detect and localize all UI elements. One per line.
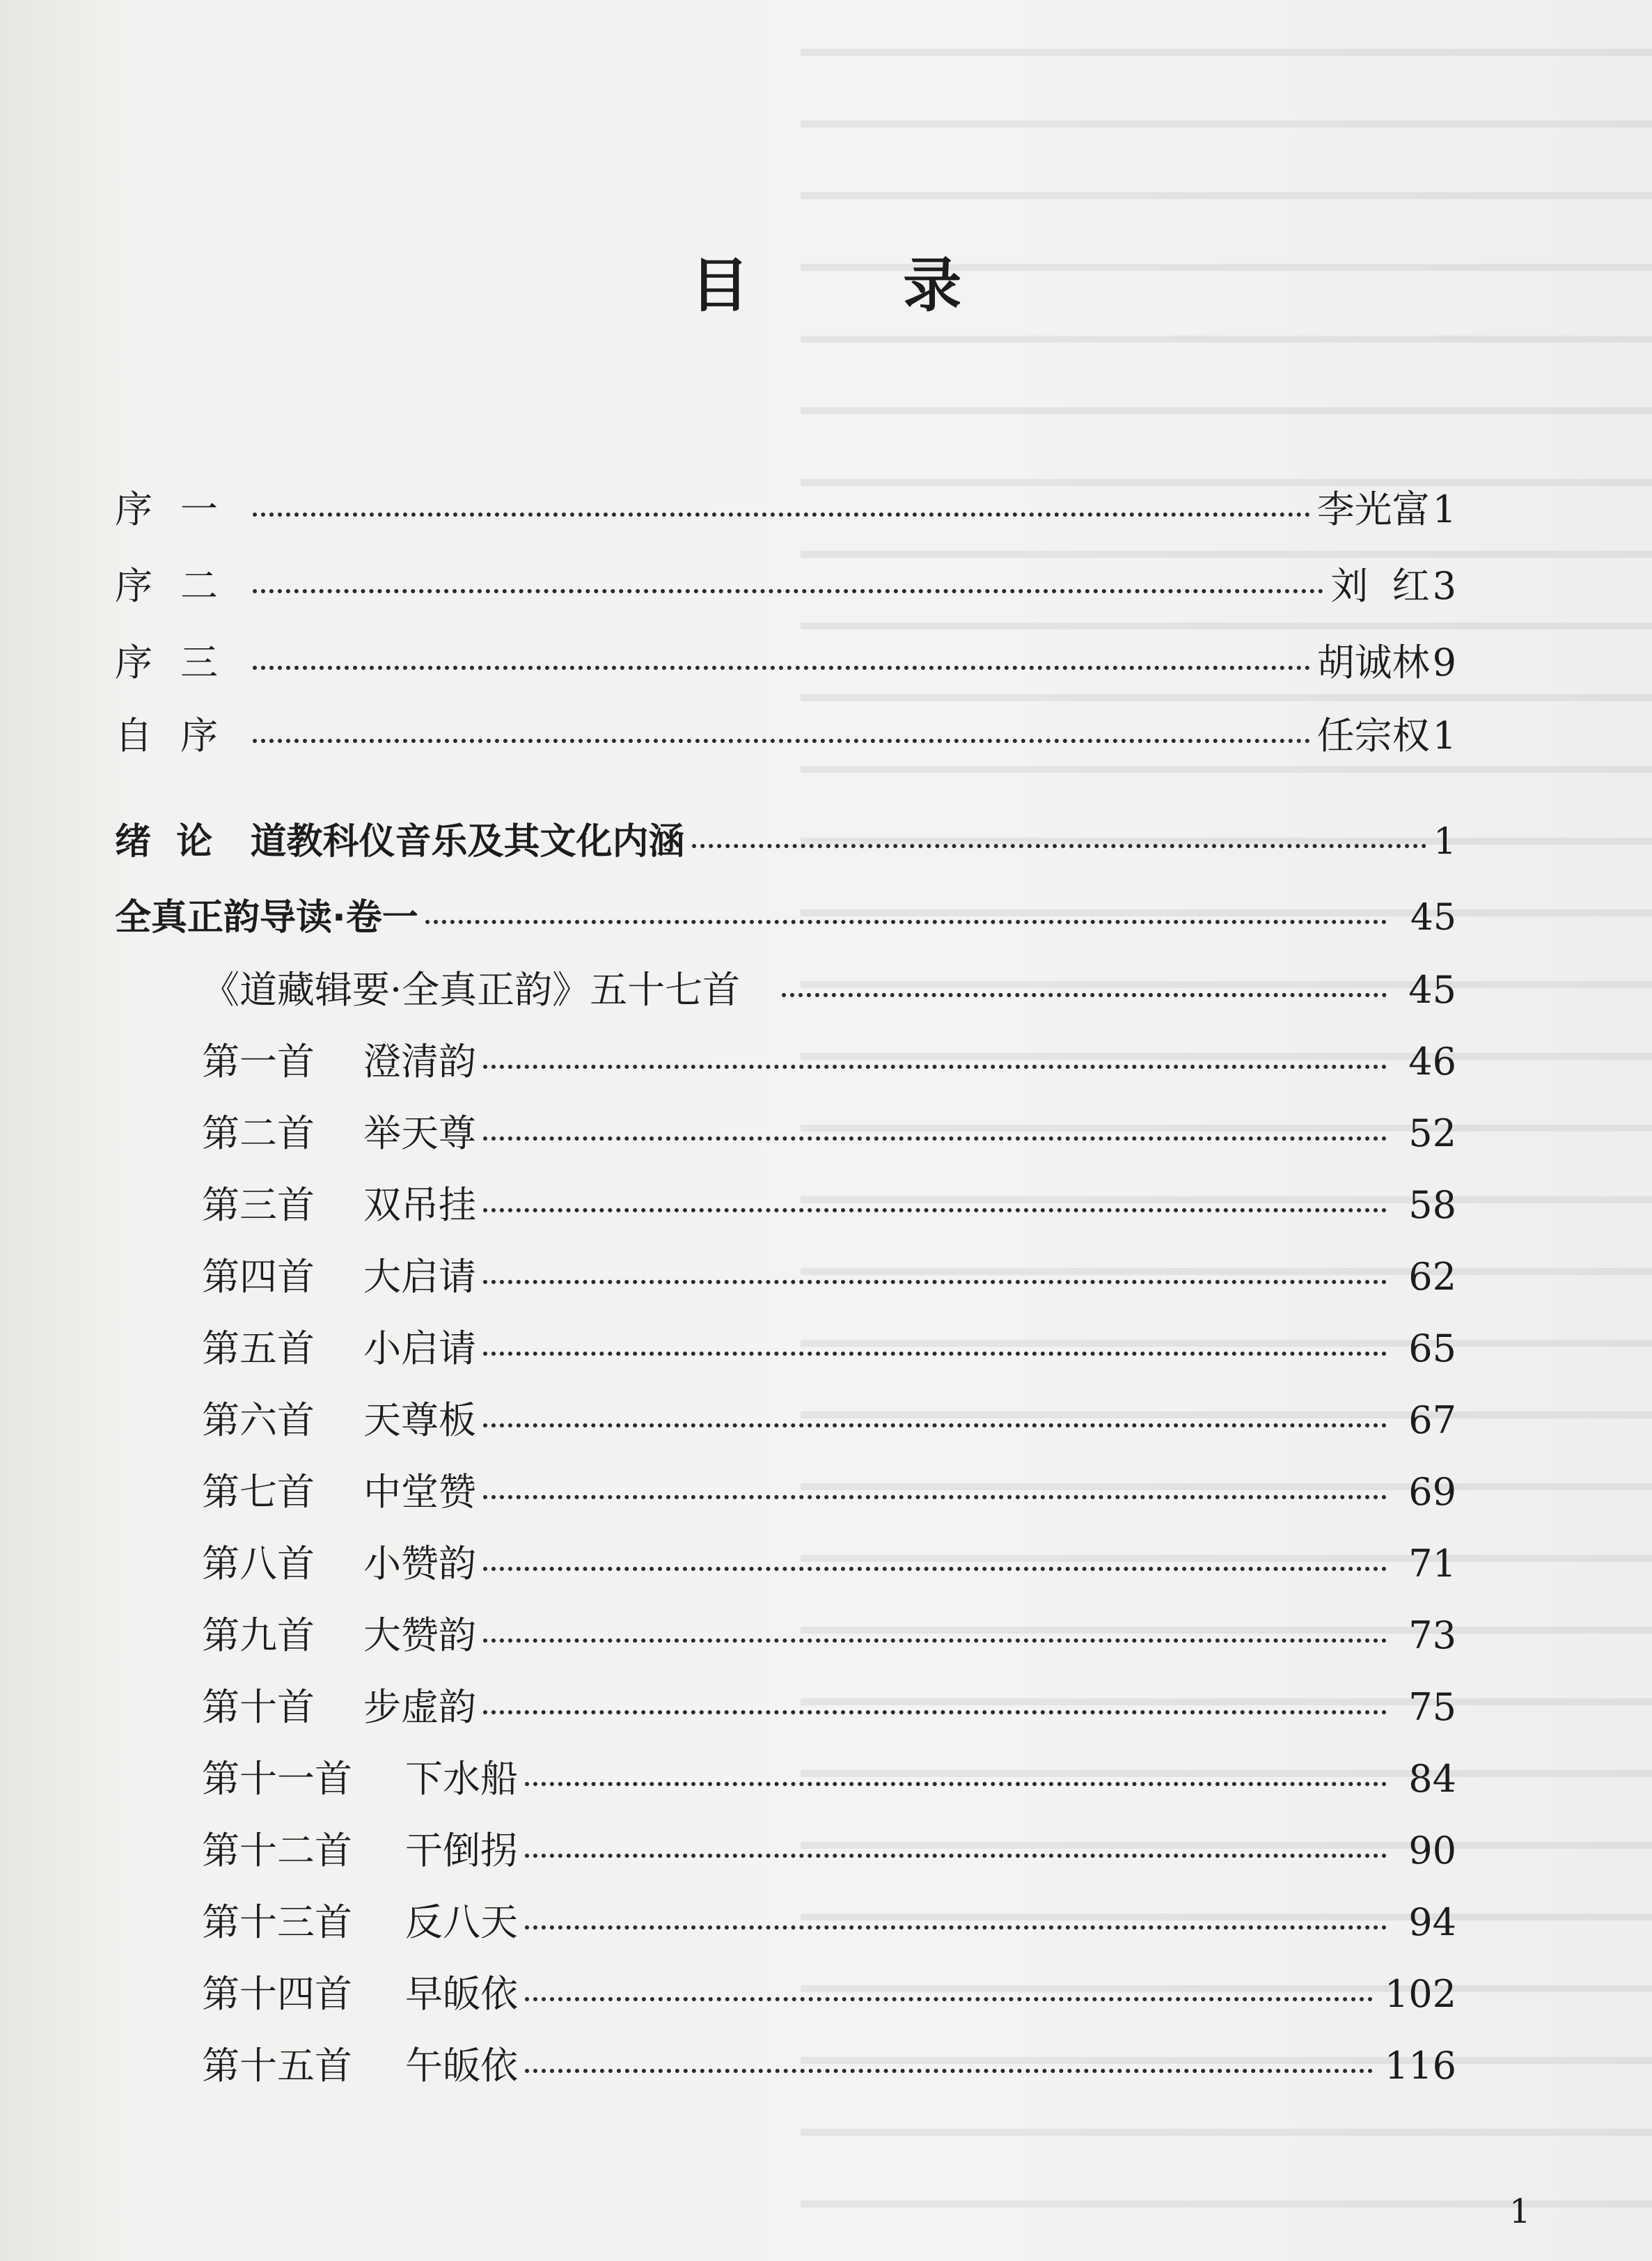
toc-row-entry[interactable]	[202, 1757, 1456, 1801]
entry-title: 举天尊	[363, 1111, 476, 1155]
page-number: 90	[1408, 1829, 1456, 1872]
page-number: 1	[1433, 821, 1456, 863]
dot-leader	[253, 589, 1323, 593]
toc-row-entry[interactable]	[202, 1613, 1456, 1657]
entry-title: 反八天	[405, 1900, 518, 1944]
page-number: 102	[1384, 1972, 1456, 2016]
page-number: 9	[1432, 641, 1456, 684]
dot-leader	[483, 1710, 1387, 1714]
page-number: 58	[1408, 1183, 1456, 1227]
entry-number: 第九首	[202, 1613, 315, 1657]
toc-row-entry[interactable]	[202, 1255, 1456, 1299]
page-number: 71	[1408, 1542, 1456, 1586]
entry-title: 澄清韵	[363, 1040, 476, 1083]
preface-label: 自序	[115, 714, 246, 758]
entry-title: 午皈依	[405, 2044, 518, 2088]
toc-row-introduction[interactable]	[115, 821, 1456, 863]
page-number: 45	[1408, 968, 1456, 1012]
dot-leader	[525, 1925, 1387, 1930]
page-number: 69	[1408, 1470, 1456, 1514]
page-number: 62	[1408, 1255, 1456, 1299]
dot-leader	[253, 666, 1310, 670]
toc-row-entry[interactable]	[202, 2044, 1456, 2088]
toc-row-entry[interactable]	[202, 1398, 1456, 1442]
dot-leader	[525, 1997, 1373, 2001]
toc-row-volume[interactable]	[115, 897, 1456, 939]
entry-title: 大赞韵	[363, 1613, 476, 1657]
toc-row-entry[interactable]	[202, 1111, 1456, 1155]
dot-leader	[483, 1136, 1387, 1141]
entry-number: 第十首	[202, 1685, 315, 1729]
entry-title: 大启请	[363, 1255, 476, 1299]
preface-label: 序一	[115, 487, 246, 531]
dot-leader	[483, 1065, 1387, 1069]
page-number: 116	[1384, 2044, 1456, 2088]
page-number: 46	[1408, 1040, 1456, 1083]
page-title: 目 录	[690, 251, 1029, 320]
toc-row-entry[interactable]	[202, 1183, 1456, 1227]
page-number: 1	[1432, 714, 1456, 758]
page-number: 52	[1408, 1111, 1456, 1155]
dot-leader	[692, 844, 1426, 848]
toc-row-preface[interactable]	[115, 714, 1456, 758]
dot-leader	[483, 1423, 1387, 1427]
page-number: 45	[1410, 897, 1456, 939]
dot-leader	[483, 1567, 1387, 1571]
dot-leader	[525, 1782, 1387, 1786]
entry-title: 早皈依	[405, 1972, 518, 2016]
toc-row-entry[interactable]	[202, 1542, 1456, 1586]
entry-title: 小启请	[363, 1327, 476, 1370]
preface-label: 序二	[115, 564, 246, 608]
entry-title: 步虚韵	[363, 1685, 476, 1729]
folio-page-number: 1	[1509, 2192, 1531, 2231]
entry-title: 下水船	[405, 1757, 518, 1801]
entry-number: 第二首	[202, 1111, 315, 1155]
preface-label: 序三	[115, 641, 246, 684]
toc-row-entry[interactable]	[202, 1470, 1456, 1514]
toc-row-entry[interactable]	[202, 1327, 1456, 1370]
entry-number: 第十二首	[202, 1829, 352, 1872]
entry-number: 第十一首	[202, 1757, 352, 1801]
entry-number: 第六首	[202, 1398, 315, 1442]
toc-row-entry[interactable]	[202, 1040, 1456, 1083]
preface-author: 李光富	[1316, 487, 1430, 531]
entry-number: 第八首	[202, 1542, 315, 1586]
dot-leader	[253, 513, 1310, 517]
entry-number: 第十四首	[202, 1972, 352, 2016]
dot-leader	[483, 1208, 1387, 1212]
page-number: 73	[1408, 1613, 1456, 1657]
toc-row-preface[interactable]	[115, 641, 1456, 684]
entry-title: 中堂赞	[363, 1470, 476, 1514]
entry-number: 第十五首	[202, 2044, 352, 2088]
entry-number: 第四首	[202, 1255, 315, 1299]
dot-leader	[525, 2069, 1373, 2073]
dot-leader	[425, 920, 1387, 924]
toc-row-entry[interactable]	[202, 1972, 1456, 2016]
page-number: 67	[1408, 1398, 1456, 1442]
preface-author: 胡诚林	[1316, 641, 1430, 684]
toc-row-entry[interactable]	[202, 1900, 1456, 1944]
entry-number: 第一首	[202, 1040, 315, 1083]
entry-title: 双吊挂	[363, 1183, 476, 1227]
toc-row-entry[interactable]	[202, 1685, 1456, 1729]
dot-leader	[782, 993, 1387, 997]
entry-number: 第七首	[202, 1470, 315, 1514]
entry-title: 小赞韵	[363, 1542, 476, 1586]
entry-title: 干倒拐	[405, 1829, 518, 1872]
preface-author: 任宗权	[1316, 714, 1430, 758]
toc-row-collection[interactable]	[202, 968, 1456, 1012]
dot-leader	[483, 1280, 1387, 1284]
dot-leader	[483, 1638, 1387, 1643]
toc-row-entry[interactable]	[202, 1829, 1456, 1872]
entry-title: 天尊板	[363, 1398, 476, 1442]
dot-leader	[483, 1495, 1387, 1499]
page-number: 3	[1432, 564, 1456, 608]
page-number: 94	[1408, 1900, 1456, 1944]
collection-label: 《道藏辑要·全真正韵》五十七首	[202, 968, 741, 1012]
entry-number: 第三首	[202, 1183, 315, 1227]
volume-label: 全真正韵导读·卷一	[115, 897, 418, 939]
preface-author: 刘 红	[1330, 564, 1430, 608]
introduction-label: 绪 论 道教科仪音乐及其文化内涵	[115, 821, 685, 863]
dot-leader	[525, 1854, 1387, 1858]
page-number: 84	[1408, 1757, 1456, 1801]
entry-number: 第十三首	[202, 1900, 352, 1944]
dot-leader	[483, 1352, 1387, 1356]
dot-leader	[253, 739, 1310, 743]
page-number: 65	[1408, 1327, 1456, 1370]
page-number: 75	[1408, 1685, 1456, 1729]
entry-number: 第五首	[202, 1327, 315, 1370]
toc-row-preface[interactable]	[115, 564, 1456, 608]
page-number: 1	[1432, 487, 1456, 531]
toc-row-preface[interactable]	[115, 487, 1456, 531]
